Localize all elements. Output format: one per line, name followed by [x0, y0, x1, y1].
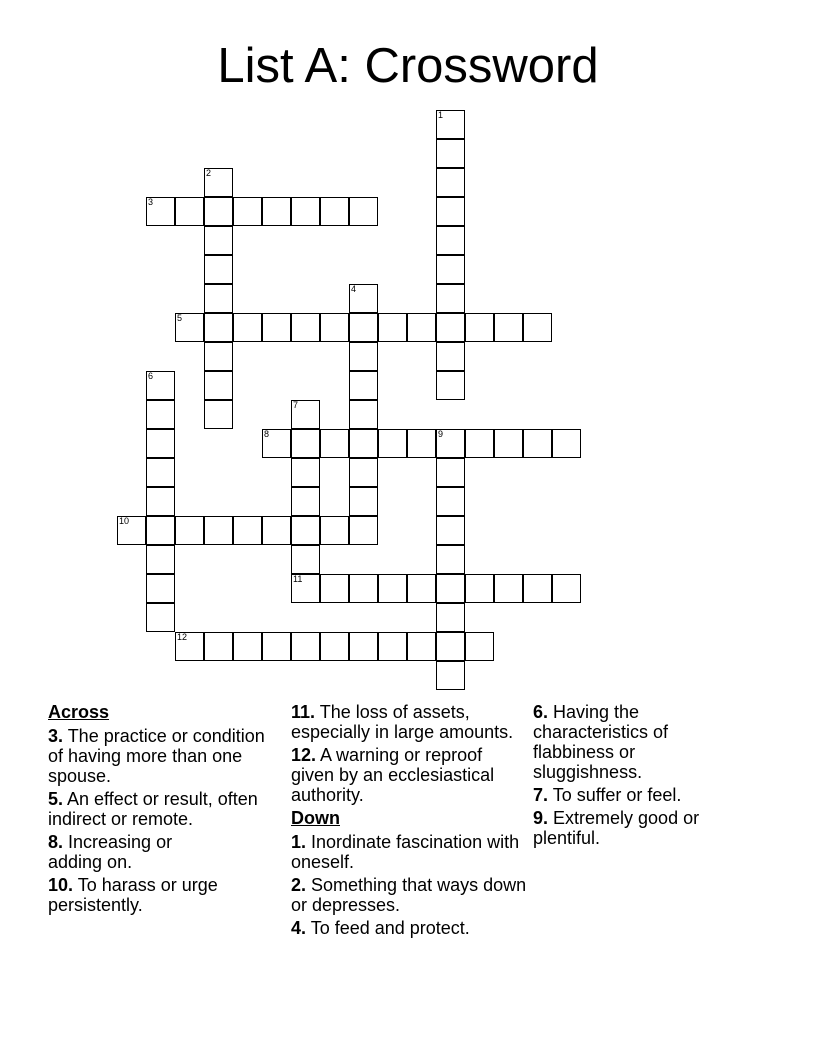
clue-across-11: 11. The loss of assets, especially in large amounts. — [291, 702, 514, 742]
grid-cell[interactable] — [291, 545, 320, 574]
grid-cell[interactable] — [349, 197, 378, 226]
cell-number: 2 — [206, 168, 212, 178]
grid-cell[interactable] — [291, 574, 320, 603]
grid-cell[interactable] — [204, 313, 233, 342]
grid-cell[interactable] — [436, 545, 465, 574]
grid-cell[interactable] — [175, 313, 204, 342]
cell-number: 8 — [264, 429, 270, 439]
grid-cell[interactable] — [494, 429, 523, 458]
clue-down-2: 2. Something that ways down or depresses. — [291, 875, 527, 915]
cell-number: 1 — [438, 110, 444, 120]
grid-cell[interactable] — [204, 284, 233, 313]
grid-cell[interactable] — [146, 197, 175, 226]
grid-cell[interactable] — [407, 313, 436, 342]
grid-cell[interactable] — [146, 574, 175, 603]
clue-column-1 — [48, 702, 280, 918]
grid-cell[interactable] — [552, 574, 581, 603]
grid-cell[interactable] — [349, 458, 378, 487]
grid-cell[interactable] — [233, 197, 262, 226]
clue-across-12: 12. A warning or reproof given by an ecclesiastical authority. — [291, 745, 495, 805]
grid-cell[interactable] — [204, 632, 233, 661]
grid-cell[interactable] — [291, 429, 320, 458]
grid-cell[interactable] — [291, 313, 320, 342]
clue-down-4: 4. To feed and protect. — [291, 918, 470, 938]
clue-across-10: 10. To harass or urge persistently. — [48, 875, 218, 915]
grid-cell[interactable] — [523, 313, 552, 342]
grid-cell[interactable] — [146, 545, 175, 574]
grid-cell[interactable] — [407, 574, 436, 603]
grid-cell[interactable] — [262, 632, 291, 661]
cell-number: 3 — [148, 197, 154, 207]
page-title: List A: Crossword — [217, 39, 599, 93]
clue-across-5: 5. An effect or result, often indirect or remote. — [48, 789, 258, 829]
grid-cell[interactable] — [204, 371, 233, 400]
grid-cell[interactable] — [146, 603, 175, 632]
grid-cell[interactable] — [320, 197, 349, 226]
clue-column-2 — [291, 702, 527, 941]
grid-cell[interactable] — [146, 458, 175, 487]
grid-cell[interactable] — [436, 574, 465, 603]
grid-cell[interactable] — [117, 516, 146, 545]
cell-number: 10 — [119, 516, 130, 526]
grid-cell[interactable] — [320, 574, 349, 603]
grid-cell[interactable] — [291, 458, 320, 487]
grid-cell[interactable] — [349, 632, 378, 661]
grid-cell[interactable] — [233, 516, 262, 545]
grid-cell[interactable] — [436, 226, 465, 255]
cell-number: 6 — [148, 371, 154, 381]
clue-column-3 — [533, 702, 733, 851]
grid-cell[interactable] — [262, 516, 291, 545]
grid-cell[interactable] — [378, 313, 407, 342]
grid-cell[interactable] — [523, 429, 552, 458]
grid-cell[interactable] — [320, 516, 349, 545]
grid-cell[interactable] — [436, 342, 465, 371]
grid-cell[interactable] — [436, 168, 465, 197]
grid-cell[interactable] — [436, 603, 465, 632]
cell-number: 4 — [351, 284, 357, 294]
grid-cell[interactable] — [378, 429, 407, 458]
grid-cell[interactable] — [349, 574, 378, 603]
grid-cell[interactable] — [175, 632, 204, 661]
grid-cell[interactable] — [436, 255, 465, 284]
grid-cell[interactable] — [262, 429, 291, 458]
cell-number: 11 — [293, 574, 303, 584]
grid-cell[interactable] — [262, 313, 291, 342]
grid-cell[interactable] — [320, 632, 349, 661]
grid-cell[interactable] — [349, 516, 378, 545]
grid-cell[interactable] — [349, 429, 378, 458]
grid-cell[interactable] — [436, 632, 465, 661]
clue-across-8: 8. Increasing or adding on. — [48, 832, 173, 872]
grid-cell[interactable] — [320, 313, 349, 342]
grid-cell[interactable] — [436, 661, 465, 690]
grid-cell[interactable] — [436, 139, 465, 168]
grid-cell[interactable] — [291, 632, 320, 661]
grid-cell[interactable] — [204, 342, 233, 371]
grid-cell[interactable] — [465, 574, 494, 603]
grid-cell[interactable] — [349, 487, 378, 516]
grid-cell[interactable] — [204, 516, 233, 545]
grid-cell[interactable] — [349, 371, 378, 400]
grid-cell[interactable] — [291, 197, 320, 226]
grid-cell[interactable] — [204, 226, 233, 255]
grid-cell[interactable] — [146, 487, 175, 516]
grid-cell[interactable] — [436, 516, 465, 545]
grid-cell[interactable] — [436, 458, 465, 487]
grid-cell[interactable] — [204, 197, 233, 226]
clue-down-6: 6. Having the characteristics of flabbiness or sluggishness. — [533, 702, 669, 782]
grid-cell[interactable] — [204, 168, 233, 197]
grid-cell[interactable] — [436, 429, 465, 458]
grid-cell[interactable] — [146, 400, 175, 429]
grid-cell[interactable] — [378, 574, 407, 603]
clue-down-1: 1. Inordinate fascination with oneself. — [291, 832, 520, 872]
grid-cell[interactable] — [349, 313, 378, 342]
grid-cell[interactable] — [233, 313, 262, 342]
grid-cell[interactable] — [436, 313, 465, 342]
grid-cell[interactable] — [320, 429, 349, 458]
grid-cell[interactable] — [291, 400, 320, 429]
clue-down-7: 7. To suffer or feel. — [533, 785, 682, 805]
grid-cell[interactable] — [436, 197, 465, 226]
across-heading: Across — [48, 702, 110, 722]
grid-cell[interactable] — [436, 487, 465, 516]
grid-cell[interactable] — [204, 255, 233, 284]
grid-cell[interactable] — [378, 632, 407, 661]
grid-cell[interactable] — [146, 429, 175, 458]
grid-cell[interactable] — [465, 429, 494, 458]
cell-number: 5 — [177, 313, 183, 323]
clue-across-3: 3. The practice or condition of having more than one spouse. — [48, 726, 265, 786]
clue-down-9: 9. Extremely good or plentiful. — [533, 808, 700, 848]
grid-cell[interactable] — [349, 400, 378, 429]
grid-cell[interactable] — [523, 574, 552, 603]
grid-cell[interactable] — [436, 110, 465, 139]
grid-cell[interactable] — [407, 632, 436, 661]
grid-cell[interactable] — [349, 284, 378, 313]
grid-cell[interactable] — [262, 197, 291, 226]
grid-cell[interactable] — [204, 400, 233, 429]
grid-cell[interactable] — [494, 313, 523, 342]
down-heading: Down — [291, 808, 340, 828]
grid-cell[interactable] — [146, 516, 175, 545]
grid-cell[interactable] — [146, 371, 175, 400]
grid-cell[interactable] — [349, 342, 378, 371]
grid-cell[interactable] — [494, 574, 523, 603]
grid-cell[interactable] — [291, 487, 320, 516]
grid-cell[interactable] — [175, 197, 204, 226]
grid-cell[interactable] — [407, 429, 436, 458]
grid-cell[interactable] — [552, 429, 581, 458]
grid-cell[interactable] — [465, 313, 494, 342]
grid-cell[interactable] — [233, 632, 262, 661]
grid-cell[interactable] — [436, 284, 465, 313]
grid-cell[interactable] — [175, 516, 204, 545]
cell-number: 9 — [438, 429, 444, 439]
grid-cell[interactable] — [465, 632, 494, 661]
cell-number: 7 — [293, 400, 299, 410]
grid-cell[interactable] — [436, 371, 465, 400]
cell-number: 12 — [177, 632, 188, 642]
grid-cell[interactable] — [291, 516, 320, 545]
